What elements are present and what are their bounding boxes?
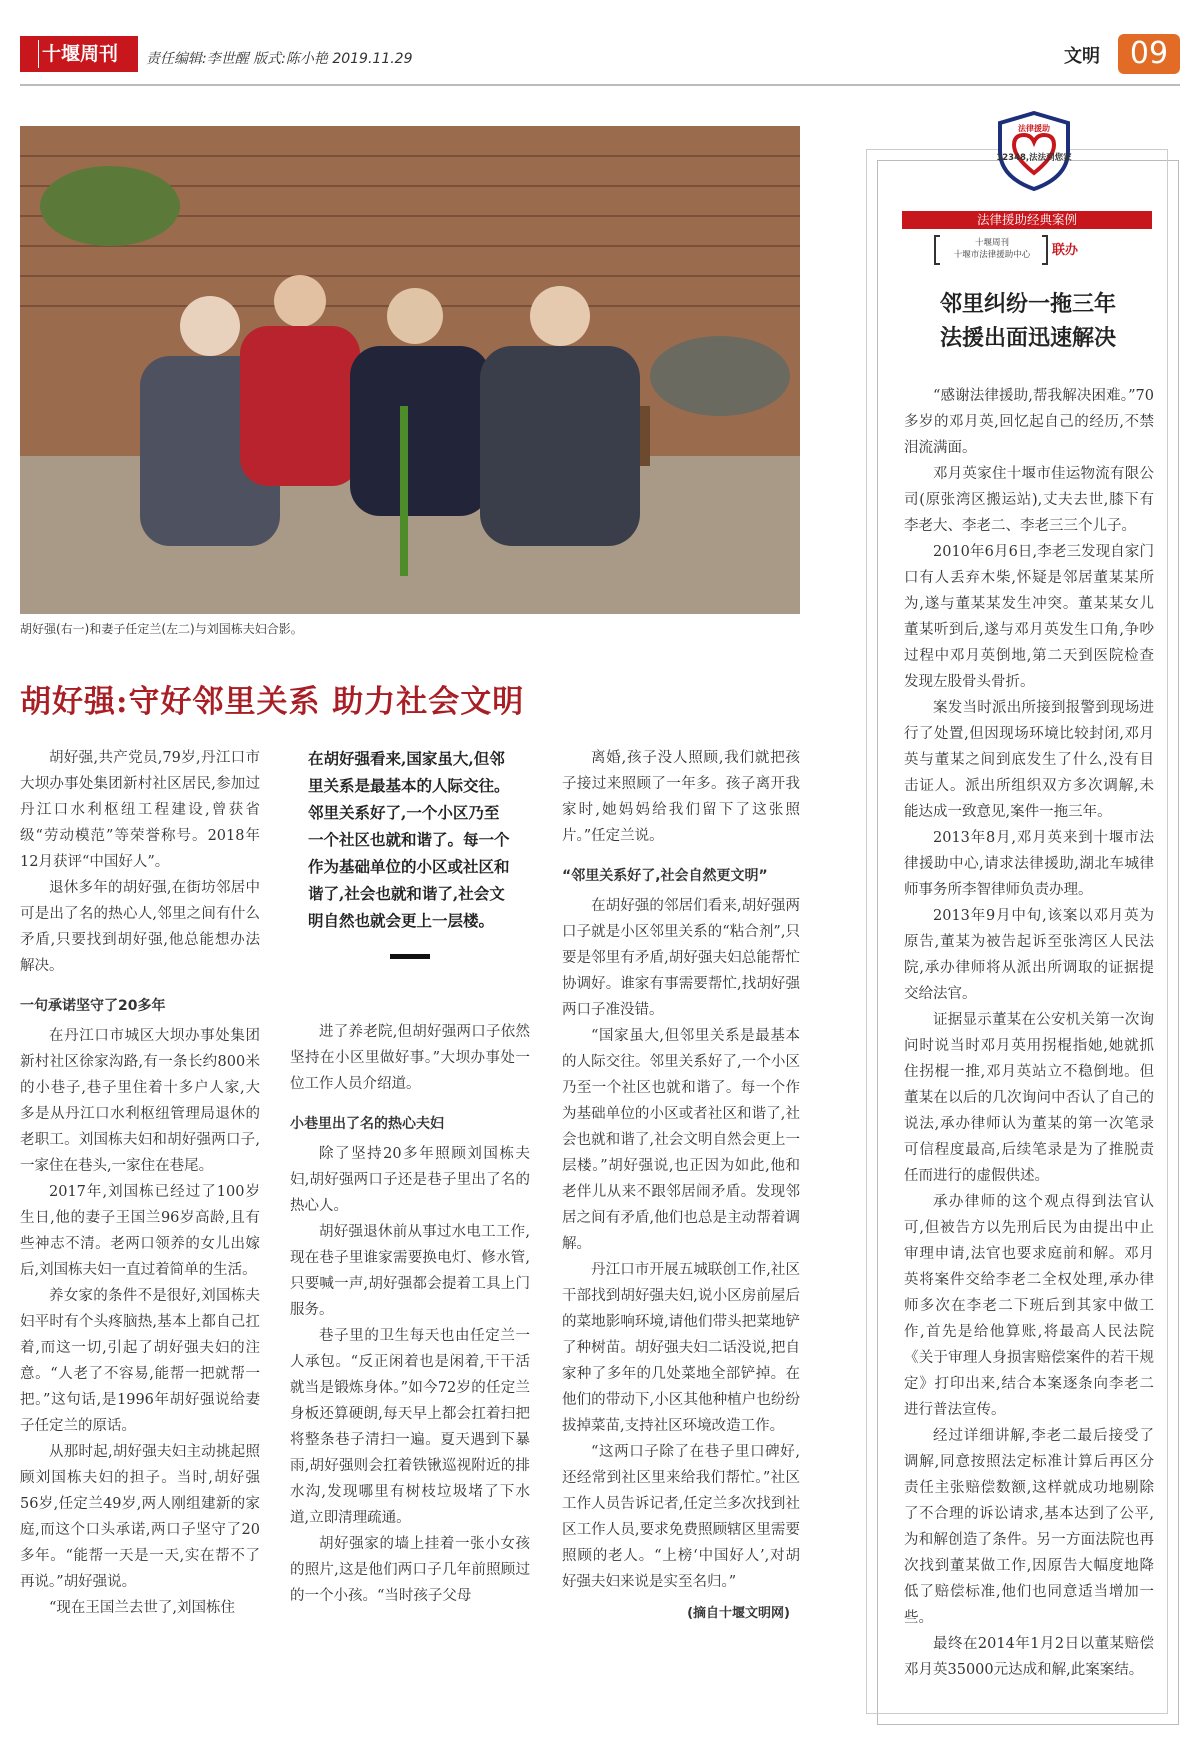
- joint-label: 联办: [1052, 243, 1079, 258]
- paragraph: “现在王国兰去世了,刘国栋住: [49, 1600, 236, 1616]
- joint-organizers: [934, 235, 1124, 263]
- paragraph: 证据显示董某在公安机关第一次询问时说当时邓月英用拐棍指她,她就抓住拐棍一推,邓月英站立不稳倒地。但董某在以后的几次询问中否认了自己的说法,承办律师认为董某的第一次笔录可信程度最高,后续笔录是为了推脱责任而进行的虚假供述。: [904, 1012, 1154, 1184]
- article-headline: 胡好强:守好邻里关系 助力社会文明: [20, 684, 525, 720]
- paragraph: 承办律师的这个观点得到法官认可,但被告方以先刑后民为由提出中止审理申请,法官也要求庭前和解。邓月英将案件交给李老二全权处理,承办律师多次在李老二下班后到其家中做工作,首先是给他算账,将最高人民法院《关于审理人身损害赔偿案件的若干规定》打印出来,结合本案逐条向李老二进行普法宣传。: [904, 1194, 1154, 1418]
- legal-aid-badge: [994, 111, 1074, 197]
- paragraph: 胡好强家的墙上挂着一张小女孩的照片,这是他们两口子几年前照顾过的一个小孩。“当时孩子父母: [290, 1536, 530, 1604]
- case-banner: 法律援助经典案例: [902, 211, 1152, 229]
- newspaper-logo: [20, 36, 138, 72]
- photo-illustration: [20, 126, 800, 614]
- paragraph: 2013年8月,邓月英来到十堰市法律援助中心,请求法律援助,湖北车城律师事务所李智律师负责办理。: [904, 830, 1154, 898]
- section-name: 文明: [1064, 46, 1100, 67]
- paragraph: 邓月英家住十堰市佳运物流有限公司(原张湾区搬运站),丈夫去世,膝下有李老大、李老二、李老三三个儿子。: [904, 466, 1154, 534]
- pull-quote: 在胡好强看来,国家虽大,但邻里关系是最基本的人际交往。邻里关系好了,一个小区乃至一个社区也就和谐了。每一个作为基础单位的小区或社区和谐了,社会也就和谐了,社会文明自然也就会更上一层楼。: [308, 749, 510, 930]
- sidebar-body: [904, 383, 1154, 1683]
- paragraph: 在丹江口市城区大坝办事处集团新村社区徐家沟路,有一条长约800米的小巷子,巷子里住着十多户人家,大多是从丹江口水利枢纽管理局退休的老职工。刘国栋夫妇和胡好强两口子,一家住在巷头,一家住在巷尾。: [20, 1028, 260, 1174]
- paragraph: 养女家的条件不是很好,刘国栋夫妇平时有个头疼脑热,基本上都自己扛着,而这一切,引起了胡好强夫妇的注意。“人老了不容易,能帮一把就帮一把。”这句话,是1996年胡好强说给妻子任定兰的原话。: [20, 1288, 260, 1434]
- legal-aid-sidebar: [877, 124, 1179, 1725]
- editor-credits: 责任编辑:李世醒 版式:陈小艳 2019.11.29: [146, 51, 413, 67]
- logo-mark: [24, 40, 39, 68]
- paragraph: 离婚,孩子没人照顾,我们就把孩子接过来照顾了一年多。孩子离开我家时,她妈妈给我们留下了这张照片。”任定兰说。: [562, 750, 800, 844]
- paragraph: 最终在2014年1月2日以董某赔偿邓月英35000元达成和解,此案案结。: [904, 1636, 1154, 1678]
- paragraph: 巷子里的卫生每天也由任定兰一人承包。“反正闲着也是闲着,干干活就当是锻炼身体。”如今72岁的任定兰身板还算硬朗,每天早上都会扛着扫把将整条巷子清扫一遍。夏天遇到下暴雨,胡好强则会扛着铁锹巡视附近的排水沟,发现哪里有树枝垃圾堵了下水道,立即清理疏通。: [290, 1328, 530, 1526]
- paragraph: 案发当时派出所接到报警到现场进行了处置,但因现场环境比较封闭,邓月英与董某之间到底发生了什么,没有目击证人。派出所组织双方多次调解,未能达成一致意见,案件一拖三年。: [904, 700, 1154, 820]
- photo-caption: 胡好强(右一)和妻子任定兰(左二)与刘国栋夫妇合影。: [20, 622, 303, 636]
- badge-text: 法律援助: [1018, 124, 1050, 133]
- bracket-right: [1042, 235, 1048, 265]
- paragraph: 从那时起,胡好强夫妇主动挑起照顾刘国栋夫妇的担子。当时,胡好强56岁,任定兰49岁,两人刚组建新的家庭,而这个口头承诺,两口子坚守了20多年。“能帮一天是一天,实在帮不了再说。”胡好强说。: [20, 1444, 260, 1590]
- sidebar-title-line-1: 邻里纠纷一拖三年: [939, 291, 1116, 317]
- hotline-text: 12348,法法到您家: [996, 153, 1072, 163]
- paragraph: 胡好强退休前从事过水电工工作,现在巷子里谁家需要换电灯、修水管,只要喊一声,胡好强都会提着工具上门服务。: [290, 1224, 530, 1318]
- bracket-left: [934, 235, 940, 265]
- paragraph: 进了养老院,但胡好强两口子依然坚持在小区里做好事。”大坝办事处一位工作人员介绍道。: [290, 1024, 530, 1092]
- paragraph: 在胡好强的邻居们看来,胡好强两口子就是小区邻里关系的“粘合剂”,只要是邻里有矛盾,胡好强夫妇总能帮忙协调好。谁家有事需要帮忙,找胡好强两口子准没错。: [562, 898, 800, 1018]
- article-column-1: [20, 745, 260, 1621]
- paragraph: 2017年,刘国栋已经过了100岁生日,他的妻子王国兰96岁高龄,且有些神志不清。老两口领养的女儿出嫁后,刘国栋夫妇一直过着简单的生活。: [20, 1184, 260, 1278]
- paragraph: 2010年6月6日,李老三发现自家门口有人丢弃木柴,怀疑是邻居董某某所为,遂与董某某发生冲突。董某某女儿董某听到后,遂与邓月英发生口角,争吵过程中邓月英倒地,第二天到医院检查发现左股骨头骨折。: [904, 544, 1154, 690]
- paragraph: 退休多年的胡好强,在街坊邻居中可是出了名的热心人,邻里之间有什么矛盾,只要找到胡好强,他总能想办法解决。: [20, 880, 260, 974]
- paragraph: “感谢法律援助,帮我解决困难。”70多岁的邓月英,回忆起自己的经历,不禁泪流满面。: [904, 388, 1154, 456]
- sidebar-title-line-2: 法援出面迅速解决: [939, 325, 1116, 351]
- feature-photo: [20, 126, 800, 614]
- organizer-1: 十堰周刊: [974, 238, 1009, 248]
- subheading: 小巷里出了名的热心夫妇: [290, 1116, 444, 1132]
- organizer-names: [944, 237, 1040, 261]
- paragraph: “国家虽大,但邻里关系是最基本的人际交往。邻里关系好了,一个小区乃至一个社区也就和谐了。每一个作为基础单位的小区或者社区和谐了,社会也就和谐了,社会文明自然会更上一层楼。”胡好强说,也正因为如此,他和老伴儿从来不跟邻居闹矛盾。发现邻居之间有矛盾,他们也总是主动帮着调解。: [562, 1028, 800, 1252]
- subheading: “邻里关系好了,社会自然更文明”: [562, 868, 768, 884]
- paragraph: 胡好强,共产党员,79岁,丹江口市大坝办事处集团新村社区居民,参加过丹江口水利枢纽工程建设,曾获省级“劳动模范”等荣誉称号。2018年12月获评“中国好人”。: [20, 750, 260, 870]
- subheading: 一句承诺坚守了20多年: [20, 998, 166, 1014]
- paragraph: 2013年9月中旬,该案以邓月英为原告,董某为被告起诉至张湾区人民法院,承办律师将从派出所调取的证据提交给法官。: [904, 908, 1154, 1002]
- masthead: [20, 28, 1180, 80]
- page-number: 09: [1118, 34, 1180, 74]
- header-rule: [20, 84, 1180, 86]
- paragraph: 经过详细讲解,李老二最后接受了调解,同意按照法定标准计算后再区分责任主张赔偿数额,这样就成功地剔除了不合理的诉讼请求,基本达到了公平,为和解创造了条件。另一方面法院也再次找到董某做工作,因原告大幅度地降低了赔偿标准,他们也同意适当增加一些。: [904, 1428, 1154, 1626]
- paragraph: 丹江口市开展五城联创工作,社区干部找到胡好强夫妇,说小区房前屋后的菜地影响环境,请他们带头把菜地铲了种树苗。胡好强夫妇二话没说,把自家种了多年的几处菜地全部铲掉。在他们的带动下,小区其他种植户也纷纷拔掉菜苗,支持社区环境改造工作。: [562, 1262, 800, 1434]
- article-source: (摘自十堰文明网): [687, 1606, 790, 1621]
- article-column-3: [562, 745, 800, 1627]
- paragraph: 除了坚持20多年照顾刘国栋夫妇,胡好强两口子还是巷子里出了名的热心人。: [290, 1146, 530, 1214]
- organizer-2: 十堰市法律援助中心: [953, 250, 1031, 260]
- logo-text: 十堰周刊: [42, 43, 119, 65]
- article-column-2: [290, 745, 530, 1609]
- paragraph: “这两口子除了在巷子里口碑好,还经常到社区里来给我们帮忙。”社区工作人员告诉记者,任定兰多次找到社区工作人员,要求免费照顾辖区里需要照顾的老人。“上榜‘中国好人’,对胡好强夫妇来说是实至名归。”: [562, 1444, 800, 1590]
- sidebar-title: [878, 287, 1178, 355]
